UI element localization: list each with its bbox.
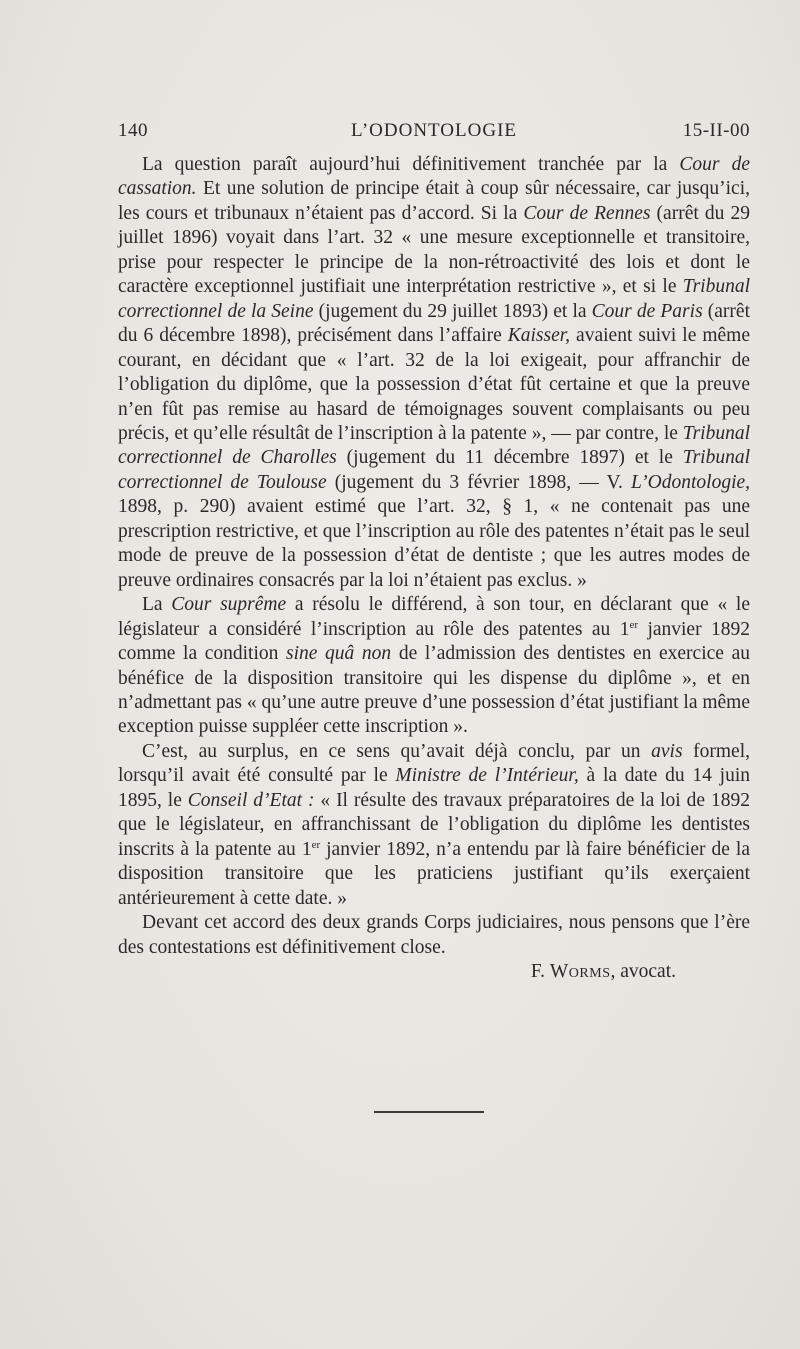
page-number: 140: [118, 120, 148, 141]
paragraph-2: La Cour suprême a résolu le différend, à son tour, en déclarant que « le législateur a considéré l’inscription au rôle des patentes au 1er janvier 1892 comme la condition sine quâ non de l’admission des dentistes en exercice au bénéfice de la disposition transitoire qui les dispense du diplôme », et en n’admettant pas « qu’une autre preuve d’une possession d’état justifiant la même exception puisse suppléer cette inscription ».: [118, 594, 750, 738]
issue-date: 15-II-00: [682, 120, 750, 141]
journal-title: L’ODONTOLOGIE: [350, 120, 518, 141]
article-body: [118, 153, 750, 984]
end-rule: [374, 1111, 484, 1113]
author-name: Worms: [549, 960, 611, 982]
paragraph-1: La question paraît aujourd’hui définitivement tranchée par la Cour de cassation. Et une solution de principe était à coup sûr nécessaire, car jusqu’ici, les cours et tribunaux n’étaient pas d’accord. Si la Cour de Rennes (arrêt du 29 juillet 1896) voyait dans l’art. 32 « une mesure exceptionnelle et transitoire, prise pour respecter le principe de la non-rétroactivité des lois et dont le caractère exceptionnel justifiait une interprétation restrictive », et si le Tribunal correctionnel de la Seine (jugement du 29 juillet 1893) et la Cour de Paris (arrêt du 6 décembre 1898), précisément dans l’affaire Kaisser, avaient suivi le même courant, en décidant que « l’art. 32 de la loi exigeait, pour affranchir de l’obligation du diplôme, que la possession d’état fût certaine et que la preuve n’en fût pas remise au hasard de témoignages souvent complaisants ou peu précis, et qu’elle résultât de l’inscription à la patente », — par contre, le Tribunal correctionnel de Charolles (jugement du 11 décembre 1897) et le Tribunal correctionnel de Toulouse (jugement du 3 février 1898, — V. L’Odontologie, 1898, p. 290) avaient estimé que l’art. 32, § 1, « ne contenait pas une prescription restrictive, et que l’inscription au rôle des patentes n’était pas le seul mode de preuve de la possession d’état de dentiste ; que les autres modes de preuve ordinaires consacrés par la loi n’étaient pas exclus. »: [118, 154, 751, 591]
signature: F. Worms, avocat.: [530, 960, 676, 982]
paragraph-3: C’est, au surplus, en ce sens qu’avait déjà conclu, par un avis formel, lorsqu’il avait été consulté par le Ministre de l’Intérieur, à la date du 14 juin 1895, le Conseil d’Etat : « Il résulte des travaux préparatoires de la loi de 1892 que le législateur, en affranchissant de l’obligation du diplôme les dentistes inscrits à la patente au 1er janvier 1892, n’a entendu par là faire bénéficier de la disposition transitoire que les praticiens justifiant qu’ils exerçaient antérieurement à cette date. »: [118, 740, 750, 909]
paragraph-4: Devant cet accord des deux grands Corps judiciaires, nous pensons que l’ère des contestations est définitivement close.: [118, 912, 750, 958]
running-head: [118, 120, 750, 144]
